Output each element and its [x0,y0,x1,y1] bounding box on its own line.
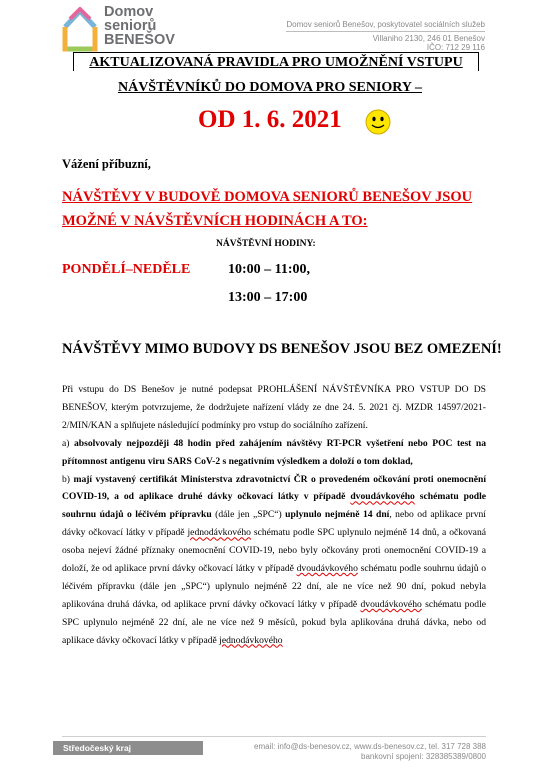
document-title-line1: AKTUALIZOVANÁ PRAVIDLA PRO UMOŽNĚNÍ VSTUPU [73,52,479,71]
outside-visits-heading: NÁVŠTĚVY MIMO BUDOVY DS BENEŠOV JSOU BEZ OMEZENÍ! [62,341,502,357]
org-address: Villaniho 2130, 246 01 Benešov [372,33,485,43]
logo-text: Domov seniorů BENEŠOV [104,4,175,48]
condition-a: a) absolvovaly nejpozději 48 hodin před zahájením návštěvy RT-PCR vyšetření nebo POC test na přítomnost antigenu viru SARS CoV-2 s negativním výsledkem a doloží o tom doklad, [62,437,487,467]
body-text [62,381,486,650]
effective-date: OD 1. 6. 2021 [198,106,342,133]
bank-line: bankovní spojení: 328385389/0800 [361,752,486,761]
contact-line: email: info@ds-benesov.cz, www.ds-benesov.cz, tel. 317 728 388 [254,742,486,751]
condition-b: b) mají vystavený certifikát Ministerstva zdravotnictví ČR o provedeném očkování proti onemocnění COVID-19, a od aplikace druhé dávky očkovací látky v případě dvoudávkového schématu podle souhrnu údajů o léčivém přípravku (dále jen „SPC“) uplynulo nejméně 14 dní, nebo od aplikace první dávky očkovací látky v případě jednodávkového schématu podle SPC uplynulo nejméně 14 dnů, a očkovaná osoba nejeví žádné příznaky onemocnění COVID-19, nebo byly očkovány proti onemocnění COVID-19 a doloží, že od aplikace první dávky očkovací látky v případě dvoudávkového schématu podle souhrnu údajů o léčivém přípravku (dále jen „SPC“) uplynulo nejméně 22 dní, ale ne více než 90 dní, pokud nebyla aplikována druhá dávka, od aplikace první dávky očkovací látky v případě dvoudávkového schématu podle SPC uplynulo nejméně 22 dní, ale ne více než 9 měsíců, pokud byla aplikována druhá dávka, nebo od aplikace dávky očkovací látky v případě jednodávkového [62,473,487,646]
document-title-line2: NÁVŠTĚVNÍKŮ DO DOMOVA PRO SENIORY – [117,80,423,95]
header-org-info [286,20,485,53]
hours-label: NÁVŠTĚVNÍ HODINY: [216,239,316,249]
hours-days: PONDĚLÍ–NEDĚLE [62,262,191,277]
intro-paragraph: Při vstupu do DS Benešov je nutné podepsat PROHLÁŠENÍ NÁVŠTĚVNÍKA PRO VSTUP DO DS BENEŠOV, kterým potvrzujeme, že dodržujete nařízení vlády ze dne 24. 5. 2021 čj. MZDR 14597/2021-2/MIN/KAN a splňujete následující podmínky pro vstup do sociálního zařízení. [62,384,486,431]
visits-heading: NÁVŠTĚVY V BUDOVĚ DOMOVA SENIORŮ BENEŠOV JSOU MOŽNÉ V NÁVŠTĚVNÍCH HODINÁCH A TO: [62,189,473,229]
region-badge: Středočeský kraj [53,741,203,755]
greeting: Vážení příbuzní, [62,157,151,171]
org-ico: IČO: 712 29 116 [426,43,485,52]
hours-slot-2: 13:00 – 17:00 [228,290,308,305]
footer-contact [254,742,486,762]
smiley-icon [365,109,391,135]
org-name: Domov seniorů Benešov, poskytovatel sociálních služeb [286,20,485,32]
hours-slot-1: 10:00 – 11:00, [228,262,311,277]
footer-divider [62,736,486,737]
